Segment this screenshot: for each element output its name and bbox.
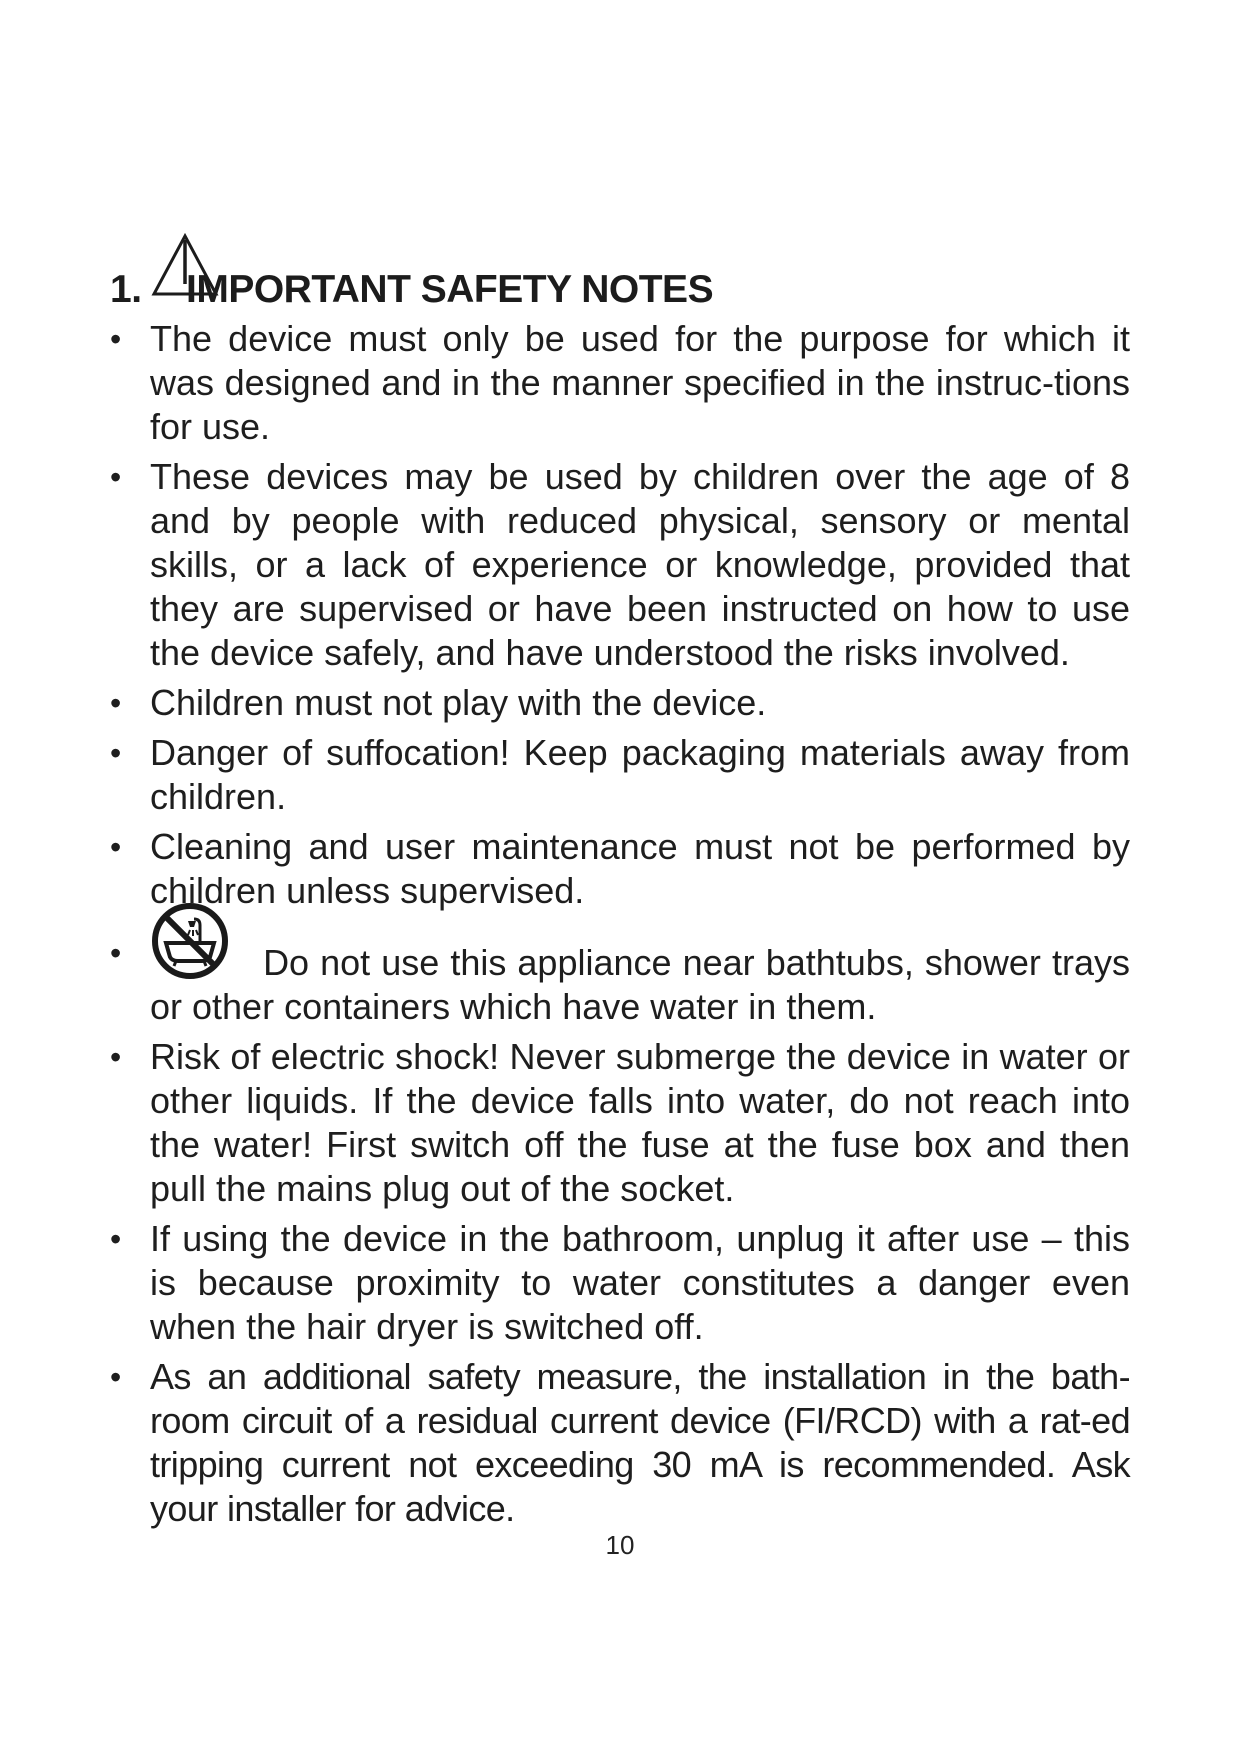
safety-notes-list [110, 317, 1130, 1537]
note-text: Danger of suffocation! Keep packaging materials away from children. [150, 732, 1130, 817]
note-text: If using the device in the bathroom, unplug it after use – this is because proximity to water constitutes a danger even when the hair dryer is switched off. [150, 1218, 1130, 1347]
bullet: • [110, 459, 122, 495]
note-text: Risk of electric shock! Never submerge the device in water or other liquids. If the device falls into water, do not reach into the water! First switch off the fuse at the fuse box and then pull the mains plug out of the socket. [150, 1036, 1130, 1209]
list-item [110, 1035, 1130, 1211]
bullet: • [110, 1359, 121, 1395]
note-text: These devices may be used by children over the age of 8 and by people with reduced physical, sensory or mental skills, or a lack of experience or knowledge, provided that they are supervised or have been instructed on how to use the device safely, and have understood the risks involved. [150, 456, 1130, 673]
note-text: As an additional safety measure, the installation in the bath-room circuit of a residual current device (FI/RCD) with a rat-ed tripping current not exceeding 30 mA is recommended. Ask your installer for advice. [150, 1356, 1130, 1529]
list-item [110, 931, 1130, 1029]
list-item [110, 1217, 1130, 1349]
section-number: 1. [110, 268, 142, 311]
note-text: Cleaning and user maintenance must not be performed by children unless supervised. [150, 826, 1130, 911]
bullet: • [110, 321, 122, 357]
section-title: IMPORTANT SAFETY NOTES [186, 268, 714, 311]
bullet: • [110, 935, 122, 971]
list-item [110, 1355, 1130, 1531]
page-number: 10 [605, 1530, 635, 1560]
list-item [110, 681, 1130, 725]
note-text: The device must only be used for the purpose for which it was designed and in the manner specified in the instruc-tions for use. [150, 318, 1130, 447]
list-item [110, 731, 1130, 819]
bullet: • [110, 829, 122, 865]
bullet: • [110, 1039, 122, 1075]
bullet: • [110, 685, 122, 721]
list-item [110, 317, 1130, 449]
note-text: Children must not play with the device. [150, 682, 767, 723]
list-item [110, 825, 1130, 913]
list-item [110, 455, 1130, 675]
note-text: Do not use this appliance near bathtubs, shower trays or other containers which have water in them. [150, 942, 1130, 1027]
bullet: • [110, 735, 122, 771]
no-bathtub-icon [150, 901, 230, 981]
bullet: • [110, 1221, 122, 1257]
